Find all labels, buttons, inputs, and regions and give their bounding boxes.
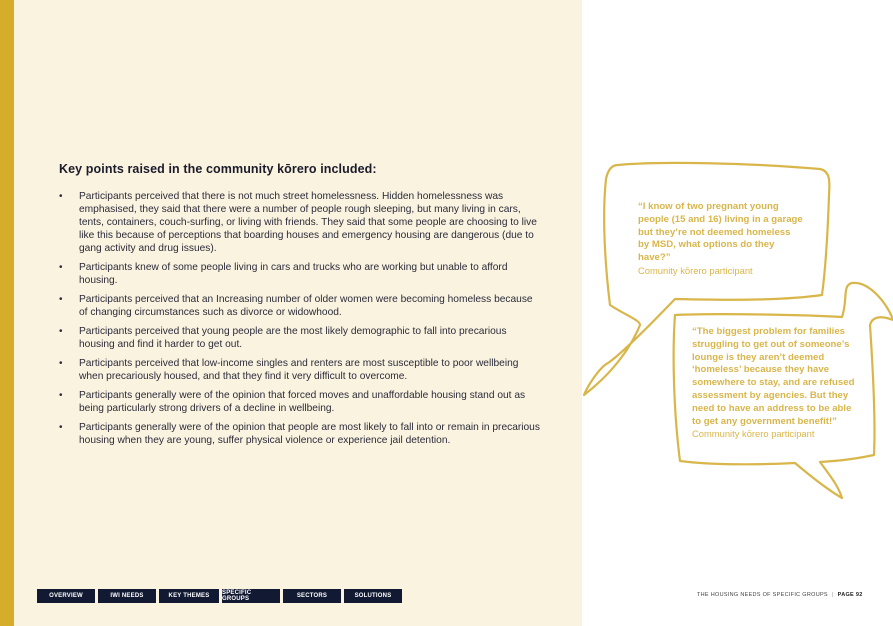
quote-text: “I know of two pregnant young people (15 and 16) living in a garage but they’re not deemed homeless by MSD, what options do they have?” bbox=[638, 201, 803, 264]
list-item bbox=[59, 421, 541, 447]
bullet-icon: • bbox=[59, 262, 63, 273]
footer-section-title: THE HOUSING NEEDS OF SPECIFIC GROUPS bbox=[697, 592, 828, 598]
list-item bbox=[59, 325, 541, 351]
tab-solutions[interactable]: SOLUTIONS bbox=[344, 589, 402, 603]
bullet-icon: • bbox=[59, 326, 63, 337]
quote-card-1 bbox=[638, 201, 803, 278]
list-item-text: Participants knew of some people living in cars and trucks who are working but unable to afford housing. bbox=[79, 262, 508, 286]
bullet-icon: • bbox=[59, 390, 63, 401]
list-item bbox=[59, 389, 541, 415]
list-item bbox=[59, 190, 541, 255]
footer-separator: | bbox=[831, 592, 834, 598]
list-item-text: Participants generally were of the opinion that forced moves and unaffordable housing stand out as being particularly strong drivers of a decline in wellbeing. bbox=[79, 390, 526, 414]
tab-specific-groups[interactable]: SPECIFIC GROUPS bbox=[222, 589, 280, 603]
quote-attribution: Comunity kōrero participant bbox=[638, 264, 753, 276]
tab-sectors[interactable]: SECTORS bbox=[283, 589, 341, 603]
section-heading: Key points raised in the community kōrero included: bbox=[59, 162, 377, 176]
bullet-icon: • bbox=[59, 191, 63, 202]
list-item bbox=[59, 357, 541, 383]
list-item bbox=[59, 293, 541, 319]
page-footer bbox=[697, 592, 863, 598]
tab-iwi-needs[interactable]: IWI NEEDS bbox=[98, 589, 156, 603]
tab-key-themes[interactable]: KEY THEMES bbox=[159, 589, 219, 603]
list-item-text: Participants generally were of the opinion that people are most likely to fall into or remain in precarious housing when they are young, suffer physical violence or experience jail detention. bbox=[79, 422, 540, 446]
page-number: PAGE 92 bbox=[837, 592, 863, 598]
list-item-text: Participants perceived that young people are the most likely demographic to fall into precarious housing and find it harder to get out. bbox=[79, 326, 507, 350]
list-item-text: Participants perceived that an Increasing number of older women were becoming homeless because of changing circumstances such as divorce or widowhood. bbox=[79, 294, 533, 318]
tab-overview[interactable]: OVERVIEW bbox=[37, 589, 95, 603]
list-item-text: Participants perceived that there is not much street homelessness. Hidden homelessness was emphasised, they said that there were a number of people rough sleeping, but many living in cars, tents, containers, couch-surfing, or living with friends. They said that some people are choosing to live like this because of perceptions that boarding houses and emergency housing are dangerous (due to gang activity and drug issues). bbox=[79, 191, 537, 254]
section-nav bbox=[37, 589, 402, 603]
list-item-text: Participants perceived that low-income singles and renters are most susceptible to poor wellbeing when precariously housed, and that they find it very difficult to overcome. bbox=[79, 358, 519, 382]
bullet-icon: • bbox=[59, 422, 63, 433]
quote-text: “The biggest problem for families struggling to get out of someone’s lounge is they aren’t deemed ‘homeless’ because they have somewhere to stay, and are refused assessment by agencies. But they need to have an address to be able to get any government benefit!” bbox=[692, 326, 855, 427]
left-accent-strip bbox=[0, 0, 14, 626]
quote-card-2 bbox=[692, 326, 862, 441]
list-item bbox=[59, 261, 541, 287]
key-points-list bbox=[59, 190, 541, 453]
bullet-icon: • bbox=[59, 294, 63, 305]
bullet-icon: • bbox=[59, 358, 63, 369]
quote-attribution: Community kōrero participant bbox=[692, 428, 815, 440]
